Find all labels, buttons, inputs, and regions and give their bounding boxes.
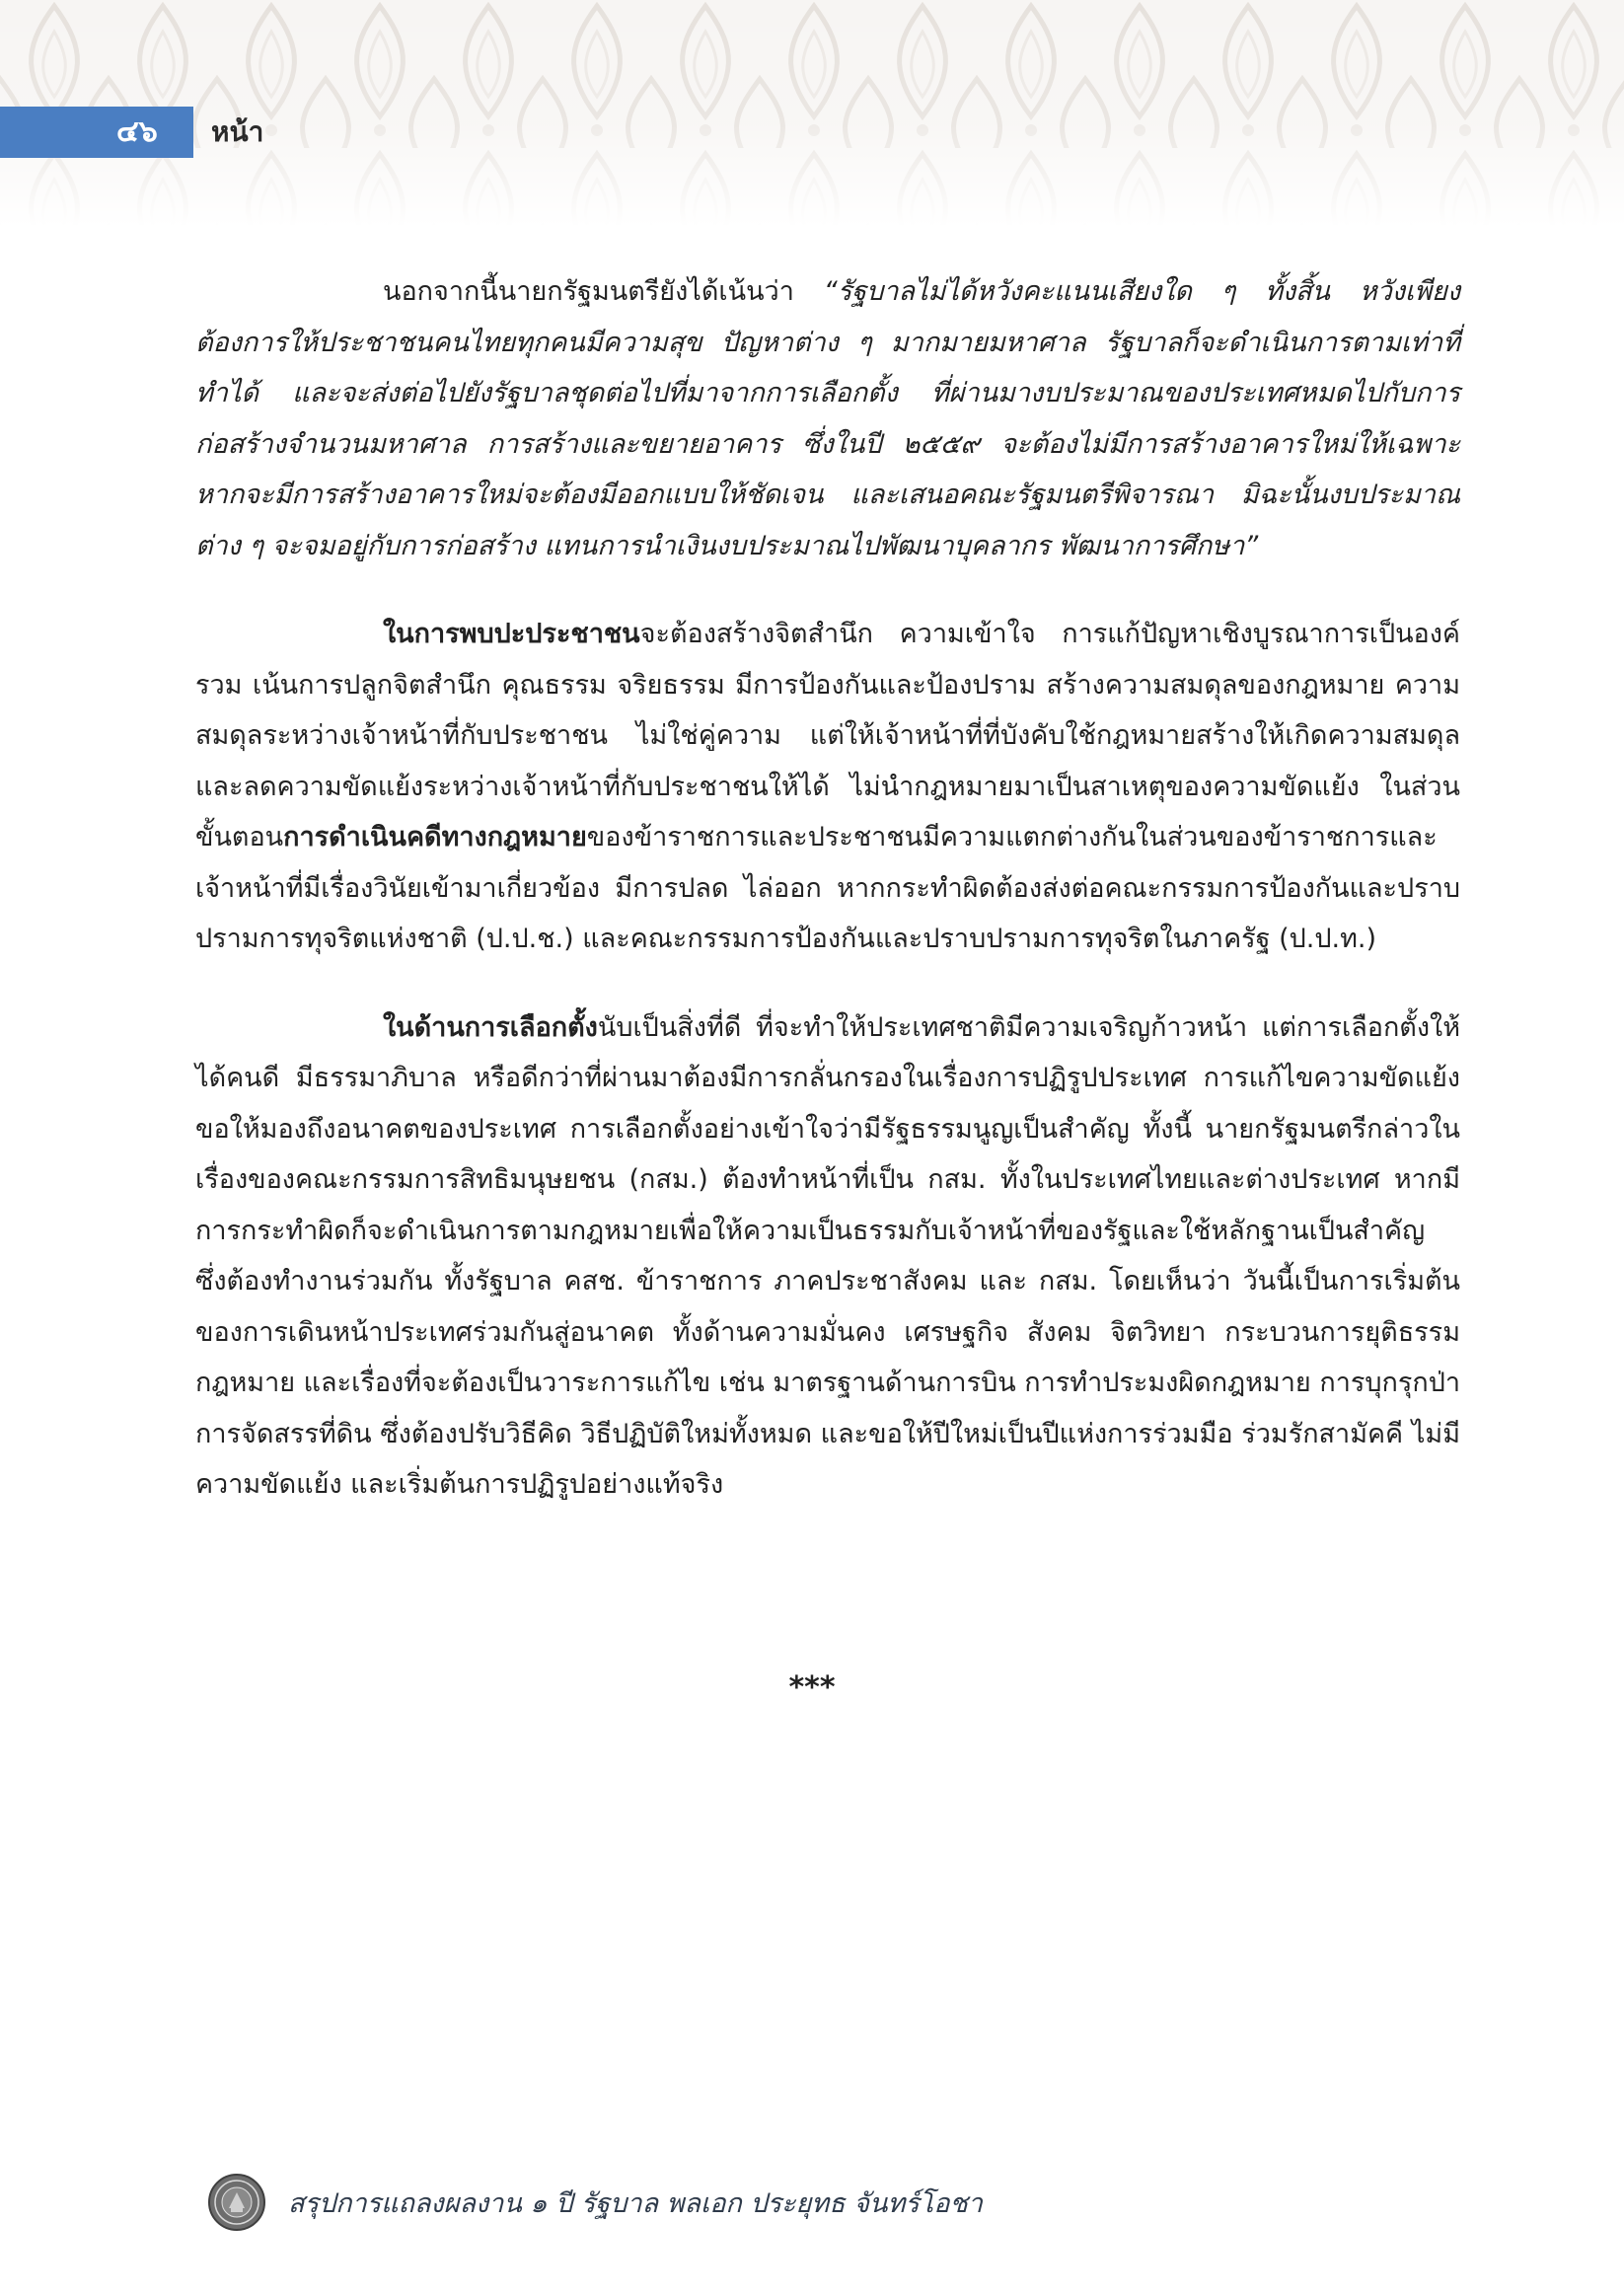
page-label: หน้า (211, 115, 264, 148)
paragraph-2-text-2: ของข้าราชการและประชาชนมีความแตกต่างกันในส่วนของข้าราชการและเจ้าหน้าที่มีเรื่องวินัยเข้ามาเกี่ยวข้อง มีการปลด ไล่ออก หากกระทำผิดต้องส่งต่อคณะกรรมการป้องกันและปราบปรามการทุจริตแห่งชาติ (ป.ป.ช.) และคณะกรรมการป้องกันและปราบปรามการทุจริตในภาครัฐ (ป.ป.ท.) (195, 822, 1460, 954)
paragraph-2 (195, 609, 1460, 965)
footer-title: สรุปการแถลงผลงาน ๑ ปี รัฐบาล พลเอก ประยุทธ จันทร์โอชา (288, 2187, 983, 2219)
paragraph-3-heading: ในด้านการเลือกตั้ง (383, 1011, 598, 1043)
paragraph-3-text: นับเป็นสิ่งที่ดี ที่จะทำให้ประเทศชาติมีความเจริญก้าวหน้า แต่การเลือกตั้งให้ได้คนดี มีธรรมาภิบาล หรือดีกว่าที่ผ่านมาต้องมีการกลั่นกรองในเรื่องการปฏิรูปประเทศ การแก้ไขความขัดแย้งขอให้มองถึงอนาคตของประเทศ การเลือกตั้งอย่างเข้าใจว่ามีรัฐธรรมนูญเป็นสำคัญ ทั้งนี้ นายกรัฐมนตรีกล่าวในเรื่องของคณะกรรมการสิทธิมนุษยชน (กสม.) ต้องทำหน้าที่เป็น กสม. ทั้งในประเทศไทยและต่างประเทศ หากมีการกระทำผิดก็จะดำเนินการตามกฎหมายเพื่อให้ความเป็นธรรมกับเจ้าหน้าที่ของรัฐและใช้หลักฐานเป็นสำคัญ ซึ่งต้องทำงานร่วมกัน ทั้งรัฐบาล คสช. ข้าราชการ ภาคประชาสังคม และ กสม. โดยเห็นว่า วันนี้เป็นการเริ่มต้นของการเดินหน้าประเทศร่วมกันสู่อนาคต ทั้งด้านความมั่นคง เศรษฐกิจ สังคม จิตวิทยา กระบวนการยุติธรรม กฎหมาย และเรื่องที่จะต้องเป็นวาระการแก้ไข เช่น มาตรฐานด้านการบิน การทำประมงผิดกฎหมาย การบุกรุกป่า การจัดสรรที่ดิน ซึ่งต้องปรับวิธีคิด วิธีปฏิบัติใหม่ทั้งหมด และขอให้ปีใหม่เป็นปีแห่งการร่วมมือ ร่วมรักสามัคคี ไม่มีความขัดแย้ง และเริ่มต้นการปฏิรูปอย่างแท้จริง (195, 1011, 1460, 1500)
end-mark: *** (788, 1670, 836, 1705)
paragraph-1 (195, 266, 1460, 571)
paragraph-1-lead: นอกจากนี้นายกรัฐมนตรียังได้เน้นว่า (383, 276, 824, 307)
page-number-tab (0, 107, 193, 158)
paragraph-2-text-1: จะต้องสร้างจิตสำนึก ความเข้าใจ การแก้ปัญหาเชิงบูรณาการเป็นองค์รวม เน้นการปลูกจิตสำนึก คุณธรรม จริยธรรม มีการป้องกันและป้องปราม สร้างความสมดุลของกฎหมาย ความสมดุลระหว่างเจ้าหน้าที่กับประชาชน ไม่ใช่คู่ความ แต่ให้เจ้าหน้าที่ที่บังคับใช้กฎหมายสร้างให้เกิดความสมดุล และลดความขัดแย้งระหว่างเจ้าหน้าที่กับประชาชนให้ได้ ไม่นำกฎหมายมาเป็นสาเหตุของความขัดแย้ง ในส่วนขั้นตอน (195, 619, 1460, 852)
page-number: ๔๖ (116, 114, 158, 149)
government-seal-icon (207, 2173, 266, 2232)
paragraph-2-heading: ในการพบปะประชาชน (383, 619, 640, 649)
document-body (195, 266, 1460, 1511)
paragraph-3 (195, 1002, 1460, 1511)
footer (207, 2171, 983, 2234)
paragraph-2-emphasis: การดำเนินคดีทางกฎหมาย (283, 822, 587, 852)
paragraph-1-quote: “รัฐบาลไม่ได้หวังคะแนนเสียงใด ๆ ทั้งสิ้น หวังเพียงต้องการให้ประชาชนคนไทยทุกคนมีความสุข ปัญหาต่าง ๆ มากมายมหาศาล รัฐบาลก็จะดำเนินการตามเท่าที่ทำได้ และจะส่งต่อไปยังรัฐบาลชุดต่อไปที่มาจากการเลือกตั้ง ที่ผ่านมางบประมาณของประเทศหมดไปกับการก่อสร้างจำนวนมหาศาล การสร้างและขยายอาคาร ซึ่งในปี ๒๕๕๙ จะต้องไม่มีการสร้างอาคารใหม่ให้เฉพาะ หากจะมีการสร้างอาคารใหม่จะต้องมีออกแบบให้ชัดเจน และเสนอคณะรัฐมนตรีพิจารณา มิฉะนั้นงบประมาณต่าง ๆ จะจมอยู่กับการก่อสร้าง แทนการนำเงินงบประมาณไปพัฒนาบุคลากร พัฒนาการศึกษา” (195, 276, 1461, 561)
